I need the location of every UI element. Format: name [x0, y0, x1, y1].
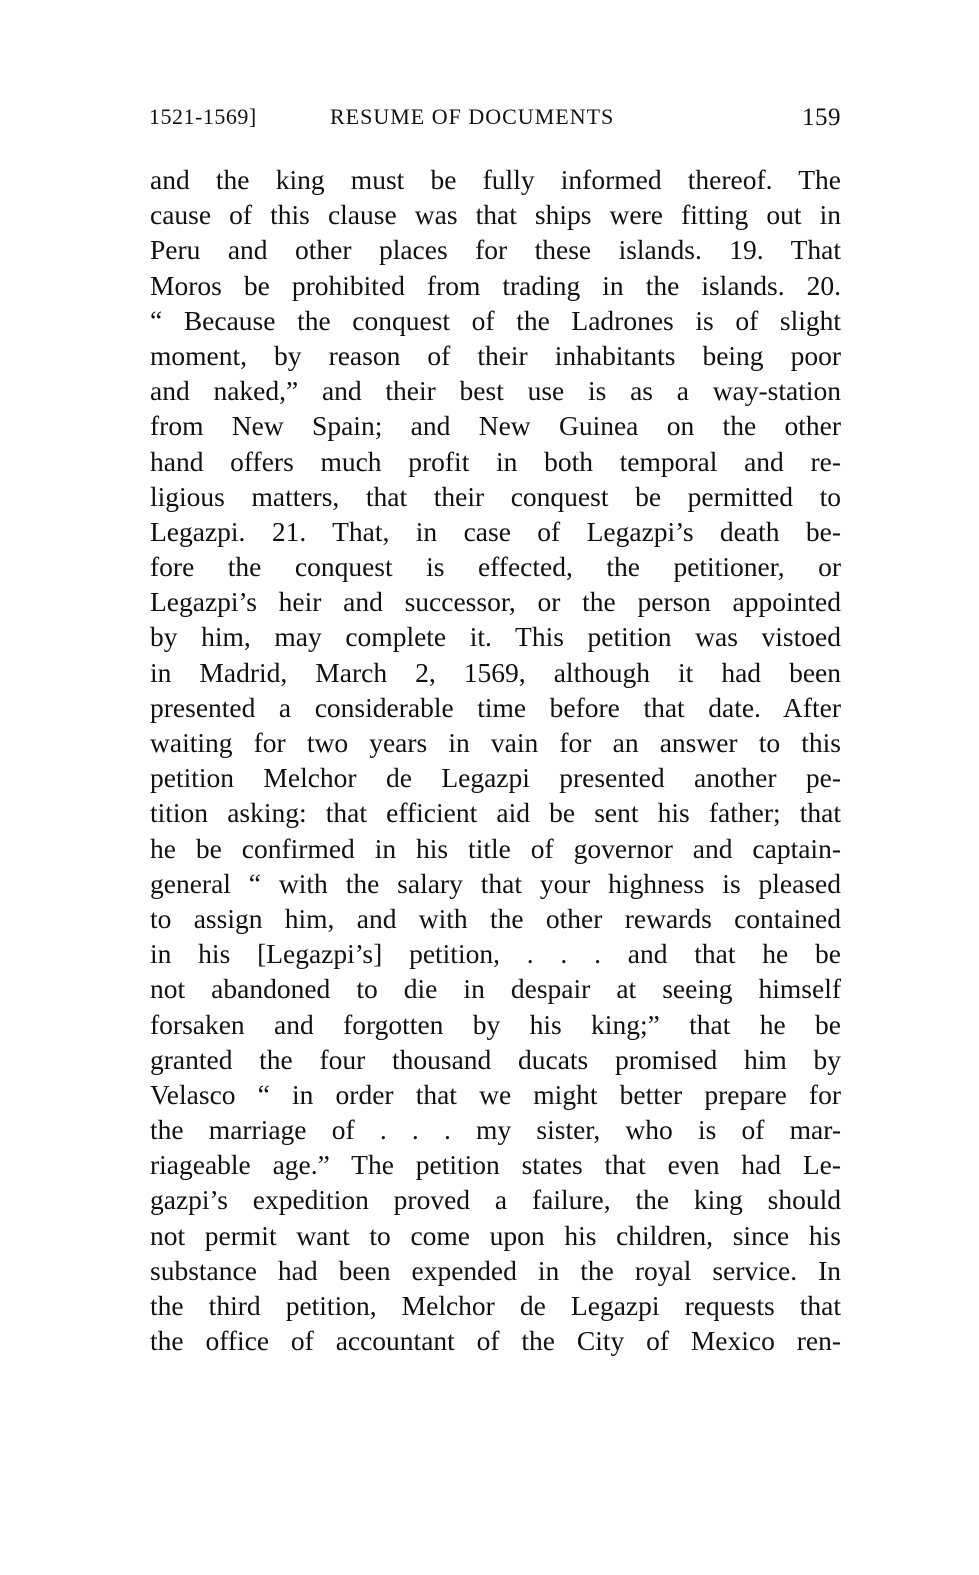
text-line: to assign him, and with the other rewards contained	[150, 902, 841, 934]
text-line: from New Spain; and New Guinea on the other	[150, 410, 841, 442]
header-date-range: 1521-1569]	[149, 104, 257, 129]
text-line: by him, may complete it. This petition was vistoed	[150, 621, 841, 653]
text-line: fore the conquest is effected, the petitioner, or	[150, 551, 841, 583]
text-line: tition asking: that efficient aid be sent his father; that	[150, 797, 841, 829]
page-number: 159	[802, 104, 841, 131]
text-line: forsaken and forgotten by his king;” that he be	[150, 1008, 841, 1040]
text-line: gazpi’s expedition proved a failure, the king should	[150, 1184, 841, 1216]
text-line: petition Melchor de Legazpi presented another pe-	[150, 762, 841, 794]
text-line: in Madrid, March 2, 1569, although it had been	[150, 656, 841, 688]
text-line: general “ with the salary that your highness is pleased	[150, 867, 841, 899]
text-line: Legazpi. 21. That, in case of Legazpi’s death be-	[150, 515, 841, 547]
text-line: Peru and other places for these islands. 19. That	[150, 234, 841, 266]
text-line: cause of this clause was that ships were fitting out in	[150, 199, 841, 231]
text-line: presented a considerable time before that date. After	[150, 691, 841, 723]
text-line: he be confirmed in his title of governor and captain-	[150, 832, 841, 864]
text-line: the third petition, Melchor de Legazpi requests that	[150, 1290, 841, 1321]
text-line: the office of accountant of the City of Mexico ren-	[150, 1325, 841, 1357]
text-line: ligious matters, that their conquest be permitted to	[150, 480, 841, 512]
running-header	[149, 104, 841, 136]
text-line: substance had been expended in the royal service. In	[150, 1254, 841, 1286]
text-line: hand offers much profit in both temporal and re-	[150, 445, 841, 477]
text-line: the marriage of . . . my sister, who is of mar-	[150, 1114, 841, 1146]
text-line: riageable age.” The petition states that even had Le-	[150, 1149, 841, 1181]
text-line: Velasco “ in order that we might better prepare for	[150, 1078, 841, 1110]
text-line: and naked,” and their best use is as a way-station	[150, 375, 841, 407]
header-running-title: RESUME OF DOCUMENTS	[330, 104, 615, 129]
text-line: Legazpi’s heir and successor, or the person appointed	[150, 586, 841, 618]
text-line: and the king must be fully informed thereof. The	[150, 164, 841, 195]
text-line: moment, by reason of their inhabitants being poor	[150, 339, 841, 371]
text-line: in his [Legazpi’s] petition, . . . and that he be	[150, 938, 841, 970]
text-line: not permit want to come upon his children, since his	[150, 1219, 841, 1251]
text-line: not abandoned to die in despair at seeing himself	[150, 973, 841, 1005]
body-text	[150, 162, 841, 1358]
text-line: Moros be prohibited from trading in the islands. 20.	[150, 269, 841, 301]
text-line: waiting for two years in vain for an answer to this	[150, 727, 841, 758]
text-line: granted the four thousand ducats promised him by	[150, 1043, 841, 1075]
text-line: “ Because the conquest of the Ladrones is of slight	[150, 304, 841, 336]
